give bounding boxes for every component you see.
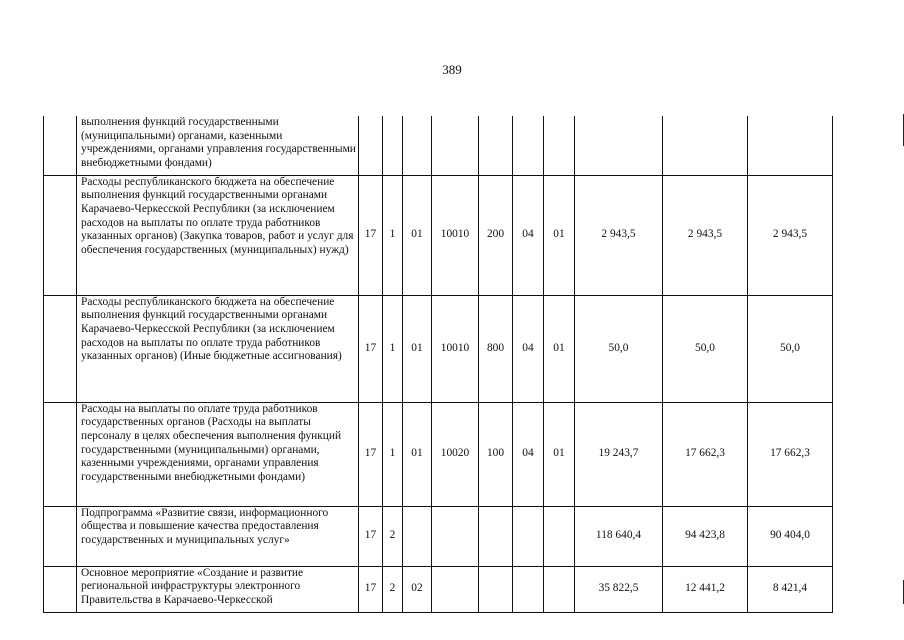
table-row	[44, 175, 833, 295]
amount-cell: 94 423,8	[663, 506, 748, 566]
code-cell	[403, 506, 432, 566]
code-cell: 17	[359, 295, 383, 402]
code-cell	[513, 506, 544, 566]
code-cell	[544, 506, 575, 566]
amount-cell: 17 662,3	[663, 402, 748, 506]
code-cell	[432, 116, 479, 175]
code-cell: 01	[403, 295, 432, 402]
code-cell	[513, 116, 544, 175]
code-cell: 02	[403, 566, 432, 612]
code-cell	[544, 566, 575, 612]
code-cell	[432, 506, 479, 566]
amount-cell: 19 243,7	[575, 402, 663, 506]
code-cell: 04	[513, 175, 544, 295]
table-row	[44, 402, 833, 506]
code-cell: 10010	[432, 175, 479, 295]
code-cell: 01	[544, 175, 575, 295]
amount-cell: 90 404,0	[748, 506, 833, 566]
code-cell	[479, 566, 513, 612]
amount-cell: 50,0	[748, 295, 833, 402]
amount-cell: 2 943,5	[575, 175, 663, 295]
code-cell: 800	[479, 295, 513, 402]
row-description: Расходы на выплаты по оплате труда работников государственных органов (Расходы на выплаты персоналу в целях обеспечения выполнения функций государственными (муниципальными) органами, казенными учреждениями, органами управления государственными внебюджетными фондами)	[77, 402, 359, 506]
code-cell: 17	[359, 506, 383, 566]
code-cell: 200	[479, 175, 513, 295]
code-cell	[403, 116, 432, 175]
amount-cell: 50,0	[663, 295, 748, 402]
code-cell: 17	[359, 402, 383, 506]
code-cell: 01	[544, 295, 575, 402]
code-cell	[544, 116, 575, 175]
amount-cell: 118 640,4	[575, 506, 663, 566]
code-cell: 01	[403, 402, 432, 506]
amount-cell	[748, 116, 833, 175]
table-row	[44, 295, 833, 402]
page-number: 389	[442, 62, 462, 77]
table-row	[44, 566, 833, 612]
code-cell: 10020	[432, 402, 479, 506]
code-cell: 04	[513, 402, 544, 506]
row-spacer-cell	[44, 402, 77, 506]
code-cell: 10010	[432, 295, 479, 402]
code-cell: 2	[383, 566, 403, 612]
amount-cell: 12 441,2	[663, 566, 748, 612]
row-description: Расходы республиканского бюджета на обеспечение выполнения функций государственными органами Карачаево-Черкесской Республики (за исключением расходов на выплаты по оплате труда работников указанных органов) (Закупка товаров, работ и услуг для обеспечения государственных (муниципальных) нужд)	[77, 175, 359, 295]
row-spacer-cell	[44, 295, 77, 402]
amount-cell: 2 943,5	[748, 175, 833, 295]
code-cell: 17	[359, 175, 383, 295]
code-cell	[432, 566, 479, 612]
row-spacer-cell	[44, 175, 77, 295]
code-cell	[479, 506, 513, 566]
code-cell: 04	[513, 295, 544, 402]
row-description: Основное мероприятие «Создание и развитие региональной инфраструктуры электронного Правительства в Карачаево-Черкесской	[77, 566, 359, 612]
amount-cell	[575, 116, 663, 175]
code-cell: 1	[383, 295, 403, 402]
row-description: Подпрограмма «Развитие связи, информационного общества и повышение качества предоставления государственных и муниципальных услуг»	[77, 506, 359, 566]
code-cell: 2	[383, 506, 403, 566]
amount-cell: 35 822,5	[575, 566, 663, 612]
code-cell	[383, 116, 403, 175]
code-cell: 17	[359, 566, 383, 612]
table-row	[44, 116, 833, 175]
code-cell: 01	[403, 175, 432, 295]
amount-cell: 17 662,3	[748, 402, 833, 506]
code-cell	[359, 116, 383, 175]
row-spacer-cell	[44, 566, 77, 612]
code-cell	[479, 116, 513, 175]
budget-table	[43, 116, 833, 613]
table-row	[44, 506, 833, 566]
amount-cell	[663, 116, 748, 175]
code-cell: 1	[383, 175, 403, 295]
amount-cell: 2 943,5	[663, 175, 748, 295]
row-spacer-cell	[44, 506, 77, 566]
row-description: выполнения функций государственными (муниципальными) органами, казенными учреждениями, органами управления государственными внебюджетными фондами)	[77, 116, 359, 175]
row-description: Расходы республиканского бюджета на обеспечение выполнения функций государственными органами Карачаево-Черкесской Республики (за исключением расходов на выплаты по оплате труда работников указанных органов) (Иные бюджетные ассигнования)	[77, 295, 359, 402]
code-cell: 01	[544, 402, 575, 506]
amount-cell: 50,0	[575, 295, 663, 402]
amount-cell: 8 421,4	[748, 566, 833, 612]
row-spacer-cell	[44, 116, 77, 175]
code-cell	[513, 566, 544, 612]
code-cell: 100	[479, 402, 513, 506]
code-cell: 1	[383, 402, 403, 506]
